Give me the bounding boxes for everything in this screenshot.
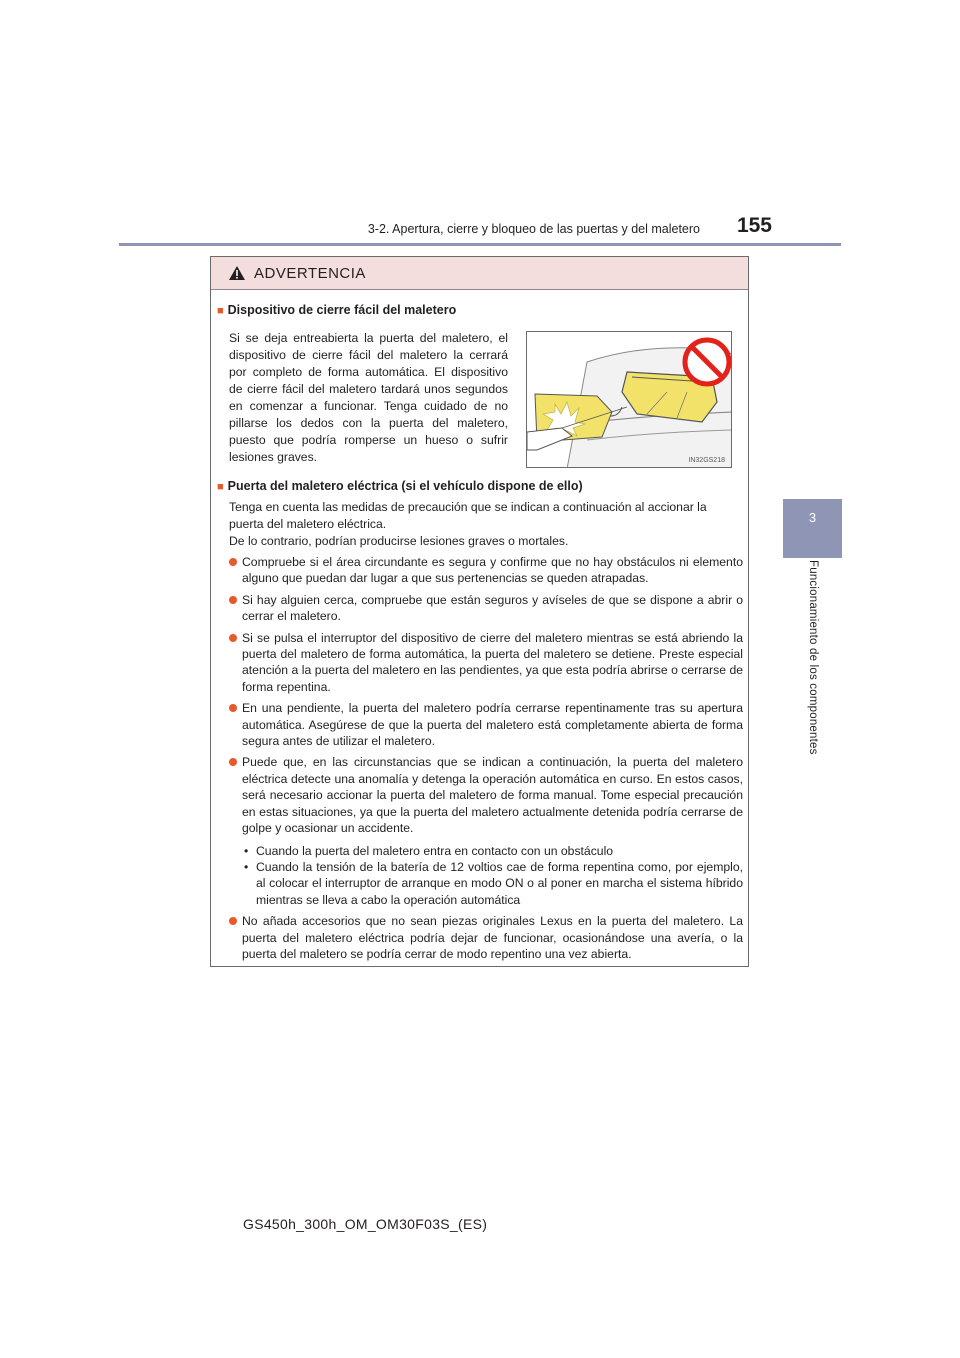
list-item: No añada accesorios que no sean piezas originales Lexus en la puerta del maletero. La puerta del maletero eléctrica podría dejar de funcionar, ocasionándose una avería, o la puerta del maletero se podría cerrar de modo repentino una vez abierta. xyxy=(229,913,743,962)
square-bullet-icon: ■ xyxy=(217,305,224,317)
bullet-dot-icon xyxy=(229,558,237,566)
section-heading-easy-closer xyxy=(217,303,456,317)
section-heading-text: Puerta del maletero eléctrica (si el vehículo dispone de ello) xyxy=(227,479,583,493)
power-trunk-intro: Tenga en cuenta las medidas de precaución que se indican a continuación al accionar la puerta del maletero eléctrica. xyxy=(229,500,707,531)
section-heading-text: Dispositivo de cierre fácil del maletero xyxy=(227,303,457,317)
warning-box xyxy=(210,256,749,967)
sub-list xyxy=(242,843,743,909)
easy-closer-paragraph: Si se deja entreabierta la puerta del maletero, el dispositivo de cierre fácil del maletero la cerrará por completo de forma automática. El dispositivo de cierre fácil del maletero tardará unos segundos en comenzar a funcionar. Tenga cuidado de no pillarse los dedos con la puerta del maletero, puesto que podría romperse un hueso o sufrir lesiones graves. xyxy=(229,331,508,464)
bullet-dot-icon xyxy=(229,758,237,766)
list-item: Si hay alguien cerca, compruebe que están seguros y avíseles de que se dispone a abrir o cerrar el maletero. xyxy=(229,592,743,625)
bullet-dot-icon xyxy=(229,596,237,604)
page-number: 155 xyxy=(736,214,772,237)
list-item: Si se pulsa el interruptor del dispositivo de cierre del maletero mientras se está abriendo la puerta del maletero de forma automática, la puerta del maletero se detiene. Preste especial atención a la puerta del maletero en las pendientes, ya que esta podría abrirse o cerrarse de forma repentina. xyxy=(229,630,743,696)
precaution-list xyxy=(229,554,743,967)
sub-list-item: • Cuando la tensión de la batería de 12 voltios cae de forma repentina como, por ejemplo, al colocar el interruptor de arranque en modo ON o al poner en marcha el sistema híbrido mientras se lleva a cabo la operación automática xyxy=(244,859,743,907)
chapter-title: Funcionamiento de los componentes xyxy=(807,560,819,755)
power-trunk-intro-2: De lo contrario, podrían producirse lesiones graves o mortales. xyxy=(229,534,569,548)
trunk-closer-illustration xyxy=(526,331,732,468)
chapter-tab[interactable] xyxy=(783,499,842,558)
list-item: Puede que, en las circunstancias que se indican a continuación, la puerta del maletero eléctrica detecte una anomalía y detenga la operación automática en curso. En estos casos, será necesario accionar la puerta del maletero de forma manual. Tome especial precaución en estas situaciones, ya que la puerta del maletero actualmente detenida podría cerrarse de golpe y ocasionar un accidente. • Cuando la puerta del maletero entra en contacto con un obstáculo • Cuando la tensión de la batería de 12 voltios cae de forma repentina como, por ejemplo, al colocar el interruptor de arranque en modo ON o al poner en marcha el sistema híbrido mientras se lleva a cabo la operación automática xyxy=(229,754,743,908)
bullet-dot-icon xyxy=(229,704,237,712)
section-heading-power-trunk xyxy=(217,479,583,493)
list-item: Compruebe si el área circundante es segura y confirme que no hay obstáculos ni elemento alguno que puedan dar lugar a que sus pertenencias se queden atrapadas. xyxy=(229,554,743,587)
warning-header xyxy=(211,257,748,290)
list-item: En una pendiente, la puerta del maletero podría cerrarse repentinamente tras su apertura automática. Asegúrese de que la puerta del maletero está completamente abierta de forma segura antes de utilizar el maletero. xyxy=(229,700,743,749)
warning-triangle-icon xyxy=(228,265,246,281)
header-rule xyxy=(119,243,841,246)
bullet-dot-icon xyxy=(229,634,237,642)
header-section-title: 3-2. Apertura, cierre y bloqueo de las puertas y del maletero xyxy=(367,222,700,236)
document-code: GS450h_300h_OM_OM30F03S_(ES) xyxy=(243,1216,488,1232)
sub-list-item: • Cuando la puerta del maletero entra en contacto con un obstáculo xyxy=(244,843,614,858)
bullet-dot-icon xyxy=(229,917,237,925)
warning-title: ADVERTENCIA xyxy=(254,264,366,282)
chapter-number: 3 xyxy=(808,510,817,525)
illustration-code: IN32GS218 xyxy=(688,457,725,464)
square-bullet-icon: ■ xyxy=(217,481,224,493)
